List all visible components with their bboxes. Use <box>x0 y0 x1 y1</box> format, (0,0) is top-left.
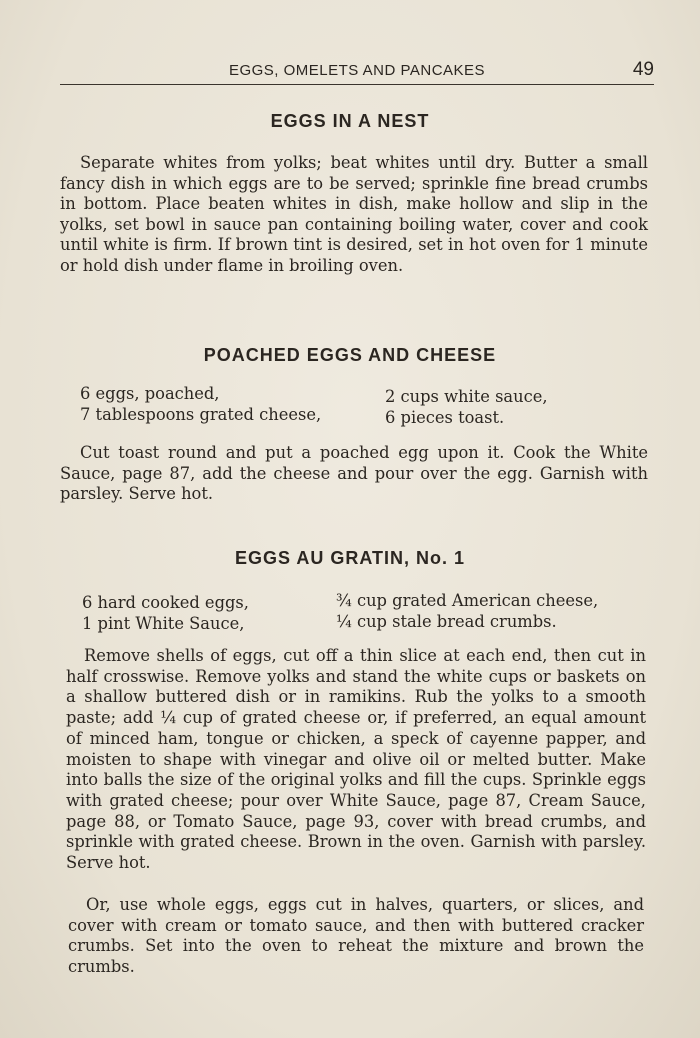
recipe-paragraph: Remove shells of eggs, cut off a thin slice at each end, then cut in half crosswise. Remove yolks and stand the white cups or baskets on a shallow buttered dish or in ramikins. Rub the yolks to a smooth paste; add ¼ cup of grated cheese or, if preferred, an equal amount of minced ham, tongue or chicken, a speck of cayenne papper, and moisten to shape with vinegar and olive oil or melted butter. Make into balls the size of the original yolks and fill the cups. Sprinkle eggs with grated cheese; pour over White Sauce, page 87, Cream Sauce, page 88, or Tomato Sauce, page 93, cover with bread crumbs, and sprinkle with grated cheese. Brown in the oven. Garnish with parsley. Serve hot. <box>66 646 646 873</box>
ingredient: ¼ cup stale bread crumbs. <box>336 612 557 631</box>
page-number: 49 <box>632 59 654 80</box>
recipe-paragraph: Cut toast round and put a poached egg upon it. Cook the White Sauce, page 87, add the cheese and pour over the egg. Garnish with parsley. Serve hot. <box>60 443 648 503</box>
ingredient: ¾ cup grated American cheese, <box>336 591 599 610</box>
recipe-paragraph: Or, use whole eggs, eggs cut in halves, quarters, or slices, and cover with cream or tomato sauce, and then with buttered cracker crumbs. Set into the oven to reheat the mixture and brown the crumbs. <box>68 895 644 977</box>
ingredient: 7 tablespoons grated cheese, <box>80 405 322 424</box>
ingredient: 6 eggs, poached, <box>80 384 220 403</box>
running-title: EGGS, OMELETS AND PANCAKES <box>228 62 486 79</box>
recipe-title: EGGS IN A NEST <box>270 111 430 131</box>
ingredient: 6 pieces toast. <box>385 408 505 427</box>
running-header <box>60 59 654 85</box>
ingredient: 2 cups white sauce, <box>385 387 548 406</box>
recipe-title: EGGS AU GRATIN, No. 1 <box>234 548 465 568</box>
recipe-title: POACHED EGGS AND CHEESE <box>203 345 497 365</box>
ingredient: 1 pint White Sauce, <box>82 614 245 633</box>
recipe-paragraph: Separate whites from yolks; beat whites until dry. Butter a small fancy dish in which eggs are to be served; sprinkle fine bread crumbs in bottom. Place beaten whites in dish, make hollow and slip in the yolks, set bowl in sauce pan containing boiling water, cover and cook until white is firm. If brown tint is desired, set in hot oven for 1 minute or hold dish under flame in broiling oven. <box>60 153 648 275</box>
ingredient: 6 hard cooked eggs, <box>82 593 249 612</box>
